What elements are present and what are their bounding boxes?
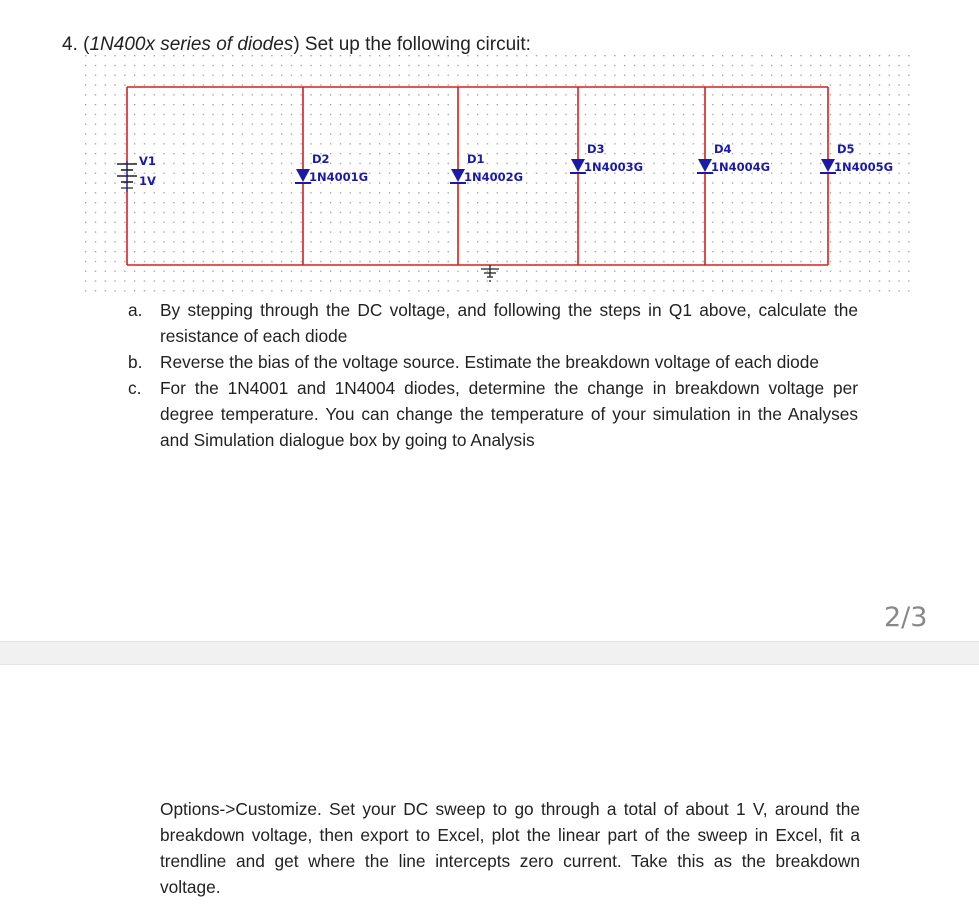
- item-text: Reverse the bias of the voltage source. Estimate the breakdown voltage of each diode: [160, 352, 820, 372]
- question-title-rest: Set up the following circuit:: [304, 34, 531, 55]
- diode-part: 1N4003G: [584, 160, 644, 174]
- list-item: [118, 297, 858, 349]
- diode-name: D5: [837, 142, 855, 156]
- diode-part: 1N4002G: [464, 170, 524, 184]
- question-title-italic: 1N400x series of diodes: [89, 34, 294, 55]
- continuation-text: Options->Customize. Set your DC sweep to go through a total of about 1 V, around the breakdown voltage, then export to Excel, plot the linear part of the sweep in Excel, fit a trendline and get where the line intercepts zero current. Take this as the breakdown voltage.: [160, 799, 860, 897]
- question-number: 4.: [62, 34, 78, 55]
- task-list: [118, 297, 858, 453]
- list-item: [118, 349, 858, 375]
- diode-part: 1N4004G: [711, 160, 771, 174]
- diode-name: D4: [714, 142, 732, 156]
- page-indicator: 2/3: [884, 602, 928, 633]
- diode-name: D1: [467, 152, 485, 166]
- diode-name: D2: [312, 152, 330, 166]
- source-name: V1: [139, 154, 156, 168]
- item-text: By stepping through the DC voltage, and following the steps in Q1 above, calculate the resistance of each diode: [160, 300, 858, 346]
- list-item: [118, 375, 858, 453]
- source-value: 1V: [139, 174, 156, 188]
- diode-name: D3: [587, 142, 605, 156]
- item-marker: b.: [128, 352, 143, 372]
- diode-part: 1N4001G: [309, 170, 369, 184]
- item-text: For the 1N4001 and 1N4004 diodes, determine the change in breakdown voltage per degree temperature. You can change the temperature of your simulation in the Analyses and Simulation dialogue box by going to Analysis: [160, 378, 858, 450]
- circuit-schematic: [85, 55, 915, 300]
- question-title: 4. (1N400x series of diodes) Set up the following circuit:: [62, 34, 531, 55]
- page-separator: [0, 641, 979, 665]
- item-marker: a.: [128, 300, 143, 320]
- diode-part: 1N4005G: [834, 160, 894, 174]
- item-marker: c.: [128, 378, 142, 398]
